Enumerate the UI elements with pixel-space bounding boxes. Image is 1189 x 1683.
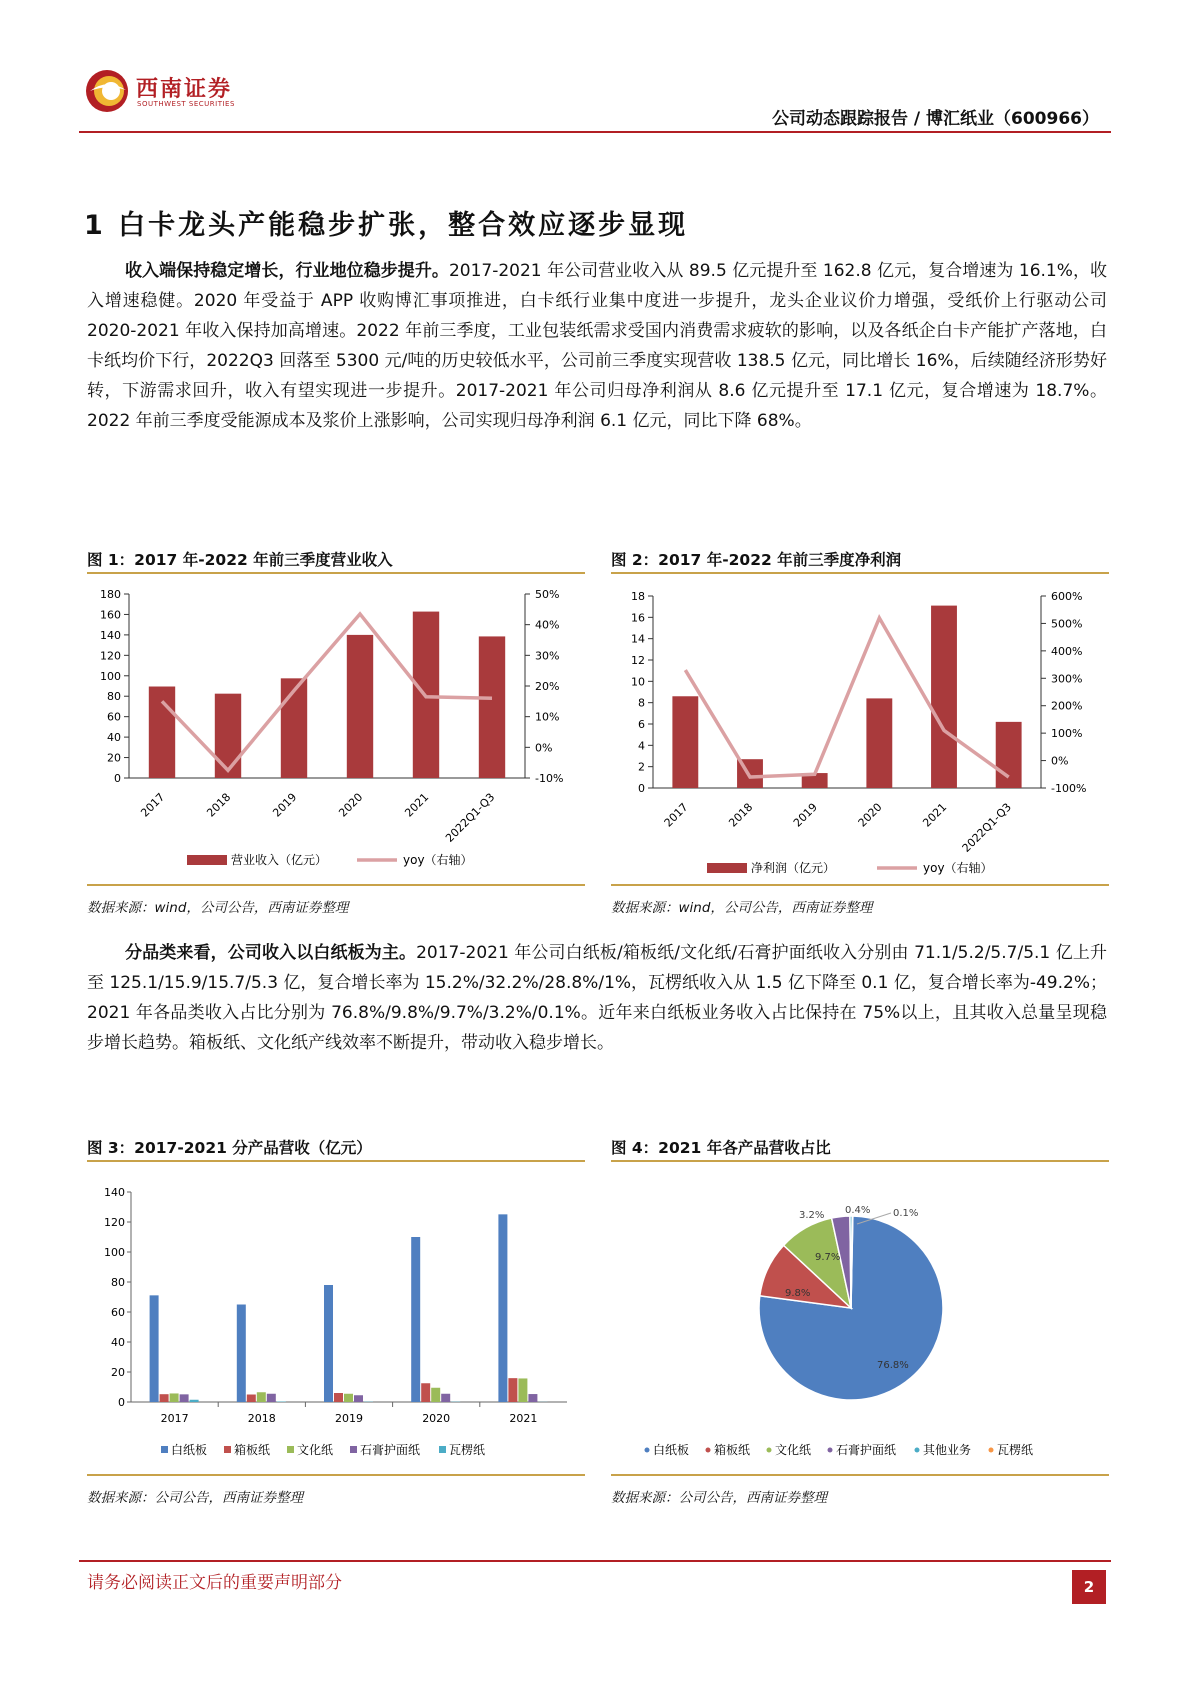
y-left-tick-label: 20 — [107, 751, 121, 765]
y-left-tick-label: 0 — [114, 772, 121, 785]
yoy-line — [162, 614, 492, 770]
legend-label: 营业收入（亿元） — [231, 853, 328, 867]
paragraph-product-mix — [87, 938, 1107, 1058]
bar — [347, 635, 373, 778]
bar — [170, 1393, 179, 1402]
bar — [267, 1394, 276, 1402]
bar — [411, 1237, 420, 1402]
y-right-tick-label: -10% — [535, 772, 564, 785]
logo-cn: 西南证券 — [136, 76, 233, 102]
figure-3-title: 图 3：2017-2021 分产品营收（亿元） — [87, 1139, 372, 1157]
footer-divider — [79, 1560, 1111, 1562]
paragraph-body: 2017-2021 年公司营业收入从 89.5 亿元提升至 162.8 亿元，复合增速为 16.1%，收入增速稳健。2020 年受益于 APP 收购博汇事项推进，白卡纸行业集中度进一步提升，龙头企业议价力增强，受纸价上行驱动公司 2020-2021 年收入保持加高增速。2022 年前三季度，工业包装纸需求受国内消费需求疲软的影响，以及各纸企白卡产能扩产落地，白卡纸均价下行，2022Q3 回落至 5300 元/吨的历史较低水平，公司前三季度实现营收 138.5 亿元，同比增长 16%，后续随经济形势好转，下游需求回升，收入有望实现进一步提升。2017-2021 年公司归母净利润从 8.6 亿元提升至 17.1 亿元，复合增速为 18.7%。2022 年前三季度受能源成本及浆价上涨影响，公司实现归母净利润 6.1 亿元，同比下降 68%。 — [87, 261, 1108, 431]
bar — [518, 1378, 527, 1402]
bar — [247, 1395, 256, 1403]
figure-1-chart — [87, 578, 587, 878]
paragraph-lead: 收入端保持稳定增长，行业地位稳步提升。 — [125, 261, 449, 281]
legend-label: 瓦楞纸 — [997, 1443, 1034, 1457]
x-tick-label: 2021 — [509, 1412, 538, 1425]
legend-label: 净利润（亿元） — [751, 861, 836, 875]
figure-1-bottom-rule — [87, 884, 585, 886]
legend-label: 文化纸 — [775, 1443, 812, 1457]
paragraph-body: 2017-2021 年公司白纸板/箱板纸/文化纸/石膏护面纸收入分别由 71.1/5.2/5.7/5.1 亿上升至 125.1/15.9/15.7/5.3 亿，复合增长率为 15.2%/32.2%/28.8%/1%，瓦楞纸收入从 1.5 亿下降至 0.1 亿，复合增长率为-49.2%；2021 年各品类收入占比分别为 76.8%/9.8%/9.7%/3.2%/0.1%。近年来白纸板业务收入占比保持在 75%以上，且其收入总量呈现稳步增长趋势。箱板纸、文化纸产线效率不断提升，带动收入稳步增长。 — [87, 943, 1108, 1053]
x-tick-label: 2022Q1-Q3 — [959, 800, 1014, 855]
x-tick-label: 2020 — [422, 1412, 451, 1425]
y-right-tick-label: 10% — [535, 710, 560, 724]
figure-2-title: 图 2：2017 年-2022 年前三季度净利润 — [611, 551, 902, 569]
x-tick-label: 2019 — [790, 800, 820, 830]
y-left-tick-label: 60 — [107, 710, 121, 724]
x-tick-label: 2021 — [920, 800, 950, 830]
x-tick-label: 2021 — [402, 790, 432, 820]
y-right-tick-label: 200% — [1051, 699, 1083, 713]
pie-data-label: 0.1% — [893, 1208, 919, 1219]
figure-4-bottom-rule — [611, 1474, 1109, 1476]
legend-label: yoy（右轴） — [403, 853, 473, 867]
bar — [344, 1394, 353, 1402]
bar — [672, 696, 698, 788]
bar — [257, 1392, 266, 1402]
y-tick-label: 40 — [111, 1336, 125, 1349]
y-left-tick-label: 180 — [100, 588, 121, 601]
y-left-tick-label: 0 — [638, 782, 645, 795]
x-tick-label: 2022Q1-Q3 — [443, 790, 498, 845]
bar — [866, 698, 892, 788]
y-left-tick-label: 18 — [631, 590, 645, 603]
bar — [354, 1395, 363, 1402]
y-left-tick-label: 80 — [107, 690, 121, 704]
legend-swatch — [439, 1446, 446, 1453]
y-right-tick-label: 500% — [1051, 617, 1083, 631]
pie-data-label: 0.4% — [845, 1205, 871, 1216]
legend-swatch-bar — [187, 855, 227, 865]
legend-swatch — [350, 1446, 357, 1453]
pie-data-label: 9.7% — [815, 1252, 841, 1263]
bar — [334, 1393, 343, 1402]
bar — [150, 1295, 159, 1402]
y-right-tick-label: 30% — [535, 649, 560, 663]
figure-1-title: 图 1：2017 年-2022 年前三季度营业收入 — [87, 551, 393, 569]
paragraph-revenue — [87, 256, 1107, 436]
bar — [528, 1394, 537, 1402]
y-right-tick-label: 100% — [1051, 727, 1083, 741]
figure-4-rule — [611, 1160, 1109, 1162]
legend-label: 石膏护面纸 — [360, 1443, 421, 1457]
document-title: 公司动态跟踪报告 / 博汇纸业（600966） — [771, 109, 1099, 129]
pie-data-label: 3.2% — [799, 1210, 825, 1221]
legend-swatch — [645, 1448, 650, 1453]
y-left-tick-label: 12 — [631, 654, 645, 667]
y-tick-label: 100 — [104, 1246, 125, 1259]
x-tick-label: 2019 — [270, 790, 300, 820]
y-right-tick-label: 400% — [1051, 644, 1083, 658]
y-left-tick-label: 100 — [100, 669, 121, 683]
legend-label: 箱板纸 — [234, 1443, 271, 1457]
figure-2-source: 数据来源：wind，公司公告，西南证券整理 — [611, 900, 873, 916]
figure-1-rule — [87, 572, 585, 574]
y-right-tick-label: 40% — [535, 618, 560, 632]
y-left-tick-label: 8 — [638, 696, 645, 710]
y-left-tick-label: 16 — [631, 611, 645, 625]
legend-label: yoy（右轴） — [923, 861, 993, 875]
bar — [479, 636, 505, 778]
legend-swatch — [767, 1448, 772, 1453]
y-right-tick-label: -100% — [1051, 782, 1087, 795]
legend-label: 文化纸 — [297, 1443, 334, 1457]
legend-label: 其他业务 — [923, 1443, 972, 1457]
x-tick-label: 2018 — [726, 800, 756, 830]
legend-label: 箱板纸 — [714, 1443, 751, 1457]
bar — [237, 1305, 246, 1403]
figure-2-chart — [611, 578, 1111, 878]
logo-emblem-icon — [82, 66, 134, 116]
figure-3-chart — [87, 1168, 587, 1468]
legend-swatch-bar — [707, 863, 747, 873]
x-tick-label: 2017 — [160, 1412, 189, 1425]
legend-swatch — [989, 1448, 994, 1453]
bar — [431, 1388, 440, 1402]
header-divider — [79, 131, 1111, 133]
company-logo — [82, 66, 262, 116]
section-title: 1 白卡龙头产能稳步扩张，整合效应逐步显现 — [84, 210, 689, 241]
figure-4-title: 图 4：2021 年各产品营收占比 — [611, 1139, 831, 1157]
legend-swatch — [287, 1446, 294, 1453]
legend-swatch — [915, 1448, 920, 1453]
y-right-tick-label: 50% — [535, 588, 560, 601]
figure-2-bottom-rule — [611, 884, 1109, 886]
y-left-tick-label: 120 — [100, 649, 121, 663]
y-right-tick-label: 300% — [1051, 672, 1083, 686]
y-left-tick-label: 2 — [638, 760, 645, 774]
legend-label: 白纸板 — [653, 1443, 690, 1457]
legend-swatch — [706, 1448, 711, 1453]
logo-en: SOUTHWEST SECURITIES — [137, 100, 235, 108]
y-tick-label: 120 — [104, 1216, 125, 1229]
footer-notice: 请务必阅读正文后的重要声明部分 — [87, 1573, 342, 1593]
figure-3-bottom-rule — [87, 1474, 585, 1476]
legend-swatch — [161, 1446, 168, 1453]
y-tick-label: 60 — [111, 1306, 125, 1319]
x-tick-label: 2017 — [661, 800, 691, 830]
bar — [190, 1400, 199, 1402]
x-tick-label: 2017 — [138, 790, 168, 820]
figure-3-rule — [87, 1160, 585, 1162]
figure-3-source: 数据来源：公司公告，西南证券整理 — [87, 1490, 303, 1506]
y-right-tick-label: 600% — [1051, 590, 1083, 603]
yoy-line — [685, 618, 1008, 777]
bar — [324, 1285, 333, 1402]
y-left-tick-label: 10 — [631, 675, 645, 689]
pie-data-label: 9.8% — [785, 1288, 811, 1299]
y-tick-label: 0 — [118, 1396, 125, 1409]
x-tick-label: 2020 — [336, 790, 366, 820]
legend-label: 石膏护面纸 — [836, 1443, 897, 1457]
y-left-tick-label: 14 — [631, 632, 645, 646]
bar — [498, 1214, 507, 1402]
figure-1-source: 数据来源：wind，公司公告，西南证券整理 — [87, 900, 349, 916]
figure-4-source: 数据来源：公司公告，西南证券整理 — [611, 1490, 827, 1506]
y-left-tick-label: 6 — [638, 718, 645, 731]
y-left-tick-label: 40 — [107, 731, 121, 745]
y-right-tick-label: 0% — [535, 741, 553, 755]
y-tick-label: 20 — [111, 1366, 125, 1379]
x-tick-label: 2018 — [204, 790, 234, 820]
y-right-tick-label: 20% — [535, 680, 560, 693]
legend-label: 白纸板 — [171, 1443, 208, 1457]
page-number: 2 — [1072, 1570, 1106, 1604]
bar — [180, 1394, 189, 1402]
legend-label: 瓦楞纸 — [449, 1443, 486, 1457]
paragraph-lead: 分品类来看，公司收入以白纸板为主。 — [125, 943, 417, 963]
bar — [508, 1378, 517, 1402]
pie-data-label: 76.8% — [877, 1360, 909, 1371]
figure-2-rule — [611, 572, 1109, 574]
bar — [149, 687, 175, 778]
bar — [215, 694, 241, 778]
y-left-tick-label: 4 — [638, 739, 645, 753]
x-tick-label: 2018 — [247, 1412, 276, 1425]
legend-swatch — [828, 1448, 833, 1453]
y-tick-label: 80 — [111, 1276, 125, 1289]
y-right-tick-label: 0% — [1051, 754, 1069, 768]
bar — [160, 1394, 169, 1402]
bar — [931, 606, 957, 788]
y-tick-label: 140 — [104, 1186, 125, 1199]
y-left-tick-label: 160 — [100, 608, 121, 622]
bar — [421, 1383, 430, 1402]
bar — [996, 722, 1022, 788]
y-left-tick-label: 140 — [100, 628, 121, 642]
legend-swatch — [224, 1446, 231, 1453]
bar — [441, 1394, 450, 1402]
x-tick-label: 2020 — [855, 800, 885, 830]
figure-4-chart — [611, 1168, 1111, 1468]
x-tick-label: 2019 — [335, 1412, 363, 1425]
